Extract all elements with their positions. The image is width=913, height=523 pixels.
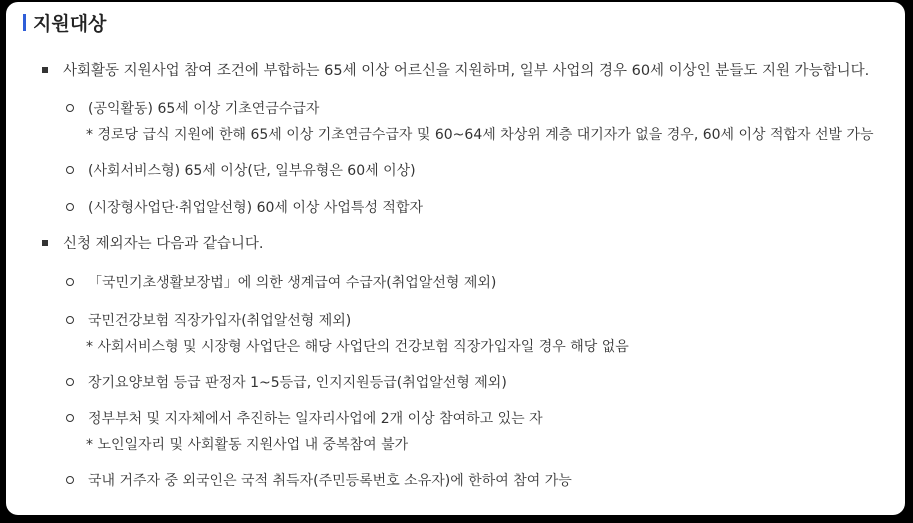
sub-item-note: * 사회서비스형 및 시장형 사업단은 해당 사업단의 건강보험 직장가입자일 경우 해당 없음: [86, 339, 629, 355]
sub-item-text: 국민건강보험 직장가입자(취업알선형 제외): [88, 313, 352, 329]
sub-item: [66, 98, 319, 118]
list-item-text: 사회활동 지원사업 참여 조건에 부합하는 65세 이상 어르신을 지원하며, 일부 사업의 경우 60세 이상인 분들도 지원 가능합니다.: [63, 63, 870, 79]
title-accent-bar: [23, 14, 26, 31]
circle-bullet-icon: [66, 316, 74, 324]
circle-bullet-icon: [66, 104, 74, 112]
circle-bullet-icon: [66, 278, 74, 286]
sub-item: [66, 160, 416, 180]
sub-item-note: * 경로당 급식 지원에 한해 65세 이상 기초연금수급자 및 60~64세 차상위 계층 대기자가 없을 경우, 60세 이상 적합자 선발 가능: [86, 127, 874, 143]
section-title: [23, 10, 106, 34]
circle-bullet-icon: [66, 476, 74, 484]
circle-bullet-icon: [66, 378, 74, 386]
sub-item-text: (공익활동) 65세 이상 기초연금수급자: [88, 101, 320, 117]
content-panel: [6, 2, 905, 515]
sub-item-text: 정부부처 및 지자체에서 추진하는 일자리사업에 2개 이상 참여하고 있는 자: [88, 411, 543, 427]
sub-item-text: 국내 거주자 중 외국인은 국적 취득자(주민등록번호 소유자)에 한하여 참여 가능: [88, 473, 572, 489]
sub-item: [66, 470, 572, 490]
sub-item-note: * 노인일자리 및 사회활동 지원사업 내 중복참여 불가: [86, 437, 409, 453]
sub-item: [66, 408, 543, 428]
sub-item: [66, 272, 496, 292]
section-title-text: 지원대상: [33, 12, 107, 35]
sub-item: [66, 372, 507, 392]
sub-item-text: 장기요양보험 등급 판정자 1~5등급, 인지지원등급(취업알선형 제외): [88, 375, 507, 391]
square-bullet-icon: [42, 240, 48, 246]
list-item-exclusions: [42, 232, 264, 253]
circle-bullet-icon: [66, 414, 74, 422]
circle-bullet-icon: [66, 203, 74, 211]
sub-item: [66, 197, 423, 217]
list-item-text: 신청 제외자는 다음과 같습니다.: [63, 236, 264, 252]
square-bullet-icon: [42, 67, 48, 73]
sub-item-text: (사회서비스형) 65세 이상(단, 일부유형은 60세 이상): [88, 163, 416, 179]
list-item-eligibility: [42, 59, 869, 80]
sub-item-text: 「국민기초생활보장법」에 의한 생계급여 수급자(취업알선형 제외): [88, 275, 497, 291]
circle-bullet-icon: [66, 166, 74, 174]
sub-item-text: (시장형사업단·취업알선형) 60세 이상 사업특성 적합자: [88, 200, 423, 216]
sub-item: [66, 310, 351, 330]
